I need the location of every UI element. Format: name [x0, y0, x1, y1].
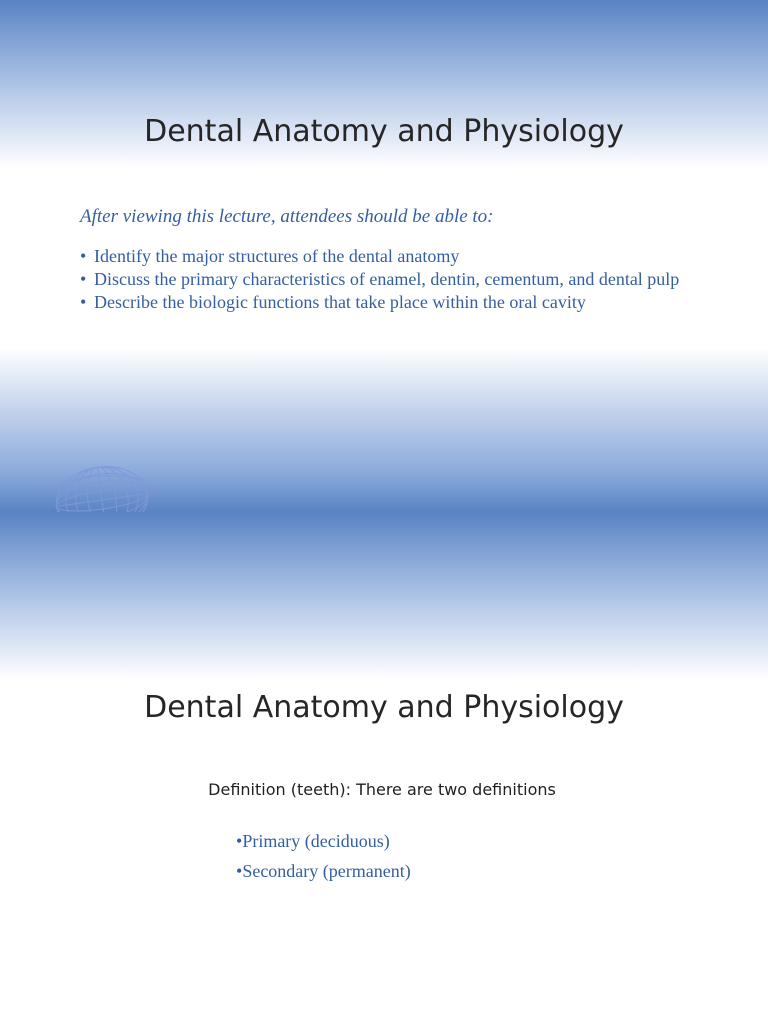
list-item: [80, 247, 680, 266]
list-item-text: Primary (deciduous): [242, 831, 390, 851]
bullet-icon: •: [80, 269, 87, 289]
list-item-text: Secondary (permanent): [242, 861, 411, 881]
bullet-icon: •: [236, 861, 243, 881]
bullet-icon: •: [236, 831, 243, 851]
bullet-icon: •: [80, 292, 87, 312]
intro-text: After viewing this lecture, attendees should be able to:: [80, 206, 494, 227]
bullet-icon: •: [80, 246, 87, 266]
list-item-text: Describe the biologic functions that take place within the oral cavity: [94, 292, 586, 312]
list-item: [80, 270, 680, 289]
list-item: [236, 860, 411, 882]
slide-title: Dental Anatomy and Physiology: [144, 114, 624, 149]
list-item-text: Identify the major structures of the dental anatomy: [94, 246, 460, 266]
list-item: [80, 293, 680, 312]
list-item-text: Discuss the primary characteristics of enamel, dentin, cementum, and dental pulp: [94, 269, 680, 289]
slide-title: Dental Anatomy and Physiology: [144, 690, 624, 725]
definitions-list: [236, 830, 411, 890]
objectives-list: [80, 247, 680, 316]
slide-2: [0, 512, 768, 1024]
definition-text: Definition (teeth): There are two definitions: [208, 780, 556, 799]
list-item: [236, 830, 411, 852]
